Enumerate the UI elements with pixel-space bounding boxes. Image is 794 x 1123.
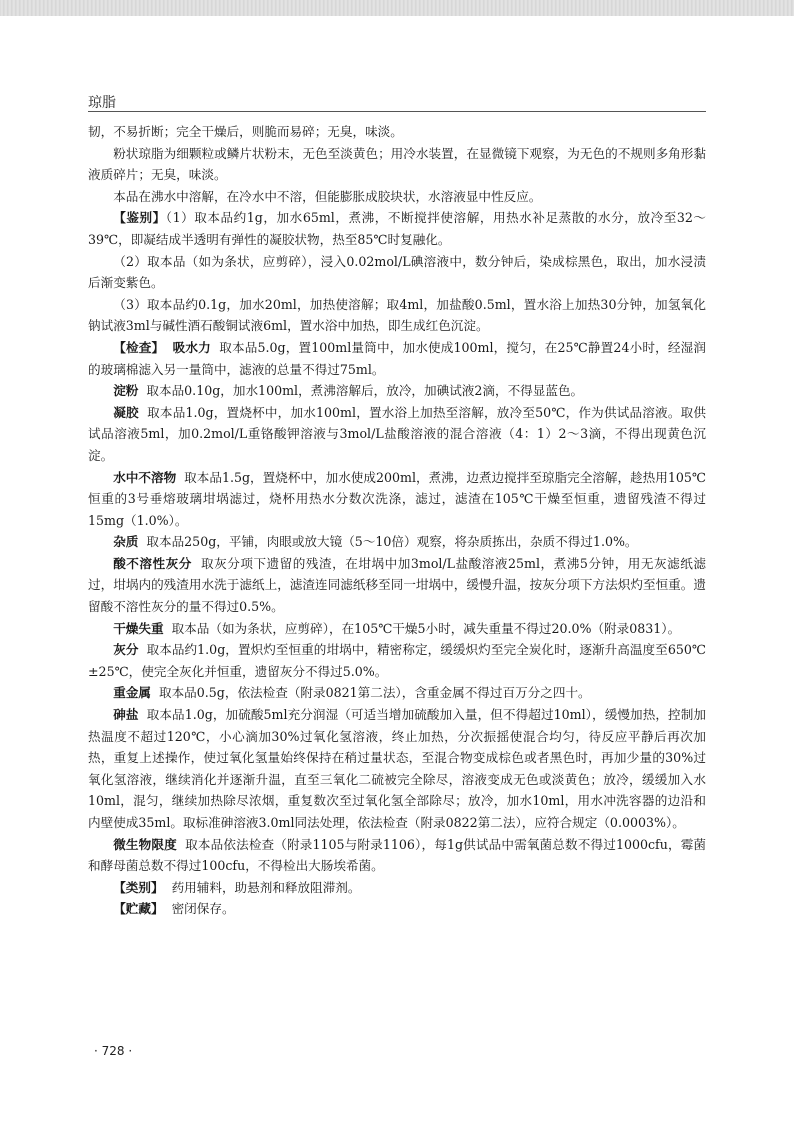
section-label: 【检查】 bbox=[113, 339, 165, 355]
item-impurities bbox=[88, 531, 706, 553]
paragraph-text: 取本品250g，平铺，肉眼或放大镜（5～10倍）观察，将杂质拣出，杂质不得过1.0%。 bbox=[146, 534, 638, 550]
item-microbial-limit bbox=[88, 834, 706, 877]
paragraph-identification-3 bbox=[88, 294, 706, 337]
item-label: 砷盐 bbox=[113, 707, 139, 723]
paragraph-powder-description bbox=[88, 143, 706, 186]
paragraph-solubility bbox=[88, 186, 706, 208]
item-heavy-metals bbox=[88, 682, 706, 704]
paragraph-text: （3）取本品约0.1g，加水20ml，加热使溶解；取4ml，加盐酸0.5ml，置水浴上加热30分钟，加氢氧化钠试液3ml与碱性酒石酸铜试液6ml，置水浴中加热，即生成红色沉淀。 bbox=[88, 296, 706, 334]
section-test bbox=[88, 337, 706, 380]
paragraph-text: 密闭保存。 bbox=[171, 901, 235, 917]
section-category bbox=[88, 877, 706, 899]
item-label: 凝胶 bbox=[113, 404, 139, 420]
running-head-title: 琼脂 bbox=[88, 95, 116, 111]
item-acid-insoluble-ash bbox=[88, 553, 706, 618]
paragraph-text: 取本品1.0g，置烧杯中，加水100ml，置水浴上加热至溶解，放冷至50℃，作为供试品溶液。取供试品溶液5ml，加0.2mol/L重铬酸钾溶液与3mol/L盐酸溶液的混合溶液（4：1）2～3滴，不得出现黄色沉淀。 bbox=[88, 404, 706, 463]
paragraph-text: 药用辅料，助悬剂和释放阻滞剂。 bbox=[171, 879, 361, 895]
item-label: 杂质 bbox=[113, 534, 139, 550]
paragraph-text: 取本品0.10g，加水100ml，煮沸溶解后，放冷，加碘试液2滴，不得显蓝色。 bbox=[146, 383, 584, 399]
paragraph-text: 取本品1.5g，置烧杯中，加水使成200ml，煮沸，边煮边搅拌至琼脂完全溶解，趁热用105℃恒重的3号垂熔玻璃坩埚滤过，烧杯用热水分数次洗涤，滤过，滤渣在105℃干燥至恒重，遗留残渣不得过15mg（1.0%）。 bbox=[88, 469, 706, 528]
section-storage bbox=[88, 898, 706, 920]
section-identification bbox=[88, 207, 706, 250]
item-gelatin bbox=[88, 402, 706, 467]
item-label: 水中不溶物 bbox=[113, 469, 177, 485]
scan-top-band bbox=[0, 0, 794, 16]
document-body bbox=[88, 121, 706, 920]
page-number: · 728 · bbox=[94, 1044, 133, 1058]
paragraph-identification-2 bbox=[88, 251, 706, 294]
section-label: 【类别】 bbox=[113, 879, 164, 895]
paragraph-text: 取本品1.0g，加硫酸5ml充分润湿（可适当增加硫酸加入量，但不得超过10ml），缓慢加热，控制加热温度不超过120℃，小心滴加30%过氧化氢溶液，终止加热，分次振摇使混合均匀，待反应平静后再次加热，重复上述操作，使过氧化氢量始终保持在稍过量状态，至混合物变成棕色或者黑色时，再加少量的30%过氧化氢溶液，继续消化并逐渐升温，直至三氧化二硫被完全除尽，溶液变成无色或淡黄色；放冷，缓缓加入水10ml，混匀，继续加热除尽浓烟，重复数次至过氧化氢全部除尽；放冷，加水10ml，用水冲洗容器的边沿和内壁使成35ml。取标准砷溶液3.0ml同法处理，依法检查（附录0822第二法），应符合规定（0.0003%）。 bbox=[88, 707, 706, 830]
item-label: 淀粉 bbox=[113, 383, 139, 399]
section-label: 【贮藏】 bbox=[113, 901, 164, 917]
paragraph-text: 粉状琼脂为细颗粒或鳞片状粉末，无色至淡黄色；用冷水装置，在显微镜下观察，为无色的不规则多角形黏液质碎片；无臭，味淡。 bbox=[88, 145, 706, 183]
paragraph-text: 取本品（如为条状，应剪碎），在105℃干燥5小时，减失重量不得过20.0%（附录0831）。 bbox=[171, 620, 681, 636]
item-water-insoluble bbox=[88, 467, 706, 532]
item-ash bbox=[88, 639, 706, 682]
item-label: 酸不溶性灰分 bbox=[113, 555, 192, 571]
item-label: 干燥失重 bbox=[113, 620, 164, 636]
item-loss-on-drying bbox=[88, 618, 706, 640]
paragraph-continued bbox=[88, 121, 706, 143]
paragraph-text: 取本品5.0g，置100ml量筒中，加水使成100ml，搅匀，在25℃静置24小时，经湿润的玻璃棉滤入另一量筒中，滤液的总量不得过75ml。 bbox=[88, 339, 707, 377]
paragraph-text: （1）取本品约1g，加水65ml，煮沸，不断搅拌使溶解，用热水补足蒸散的水分，放冷至32～39℃，即凝结成半透明有弹性的凝胶状物，热至85℃时复融化。 bbox=[88, 210, 707, 247]
section-label: 【鉴别】 bbox=[113, 210, 166, 226]
item-label: 灰分 bbox=[113, 642, 139, 658]
item-label: 吸水力 bbox=[172, 339, 211, 355]
paragraph-text: 取本品0.5g，依法检查（附录0821第二法），含重金属不得过百万分之四十。 bbox=[158, 685, 591, 701]
paragraph-text: 本品在沸水中溶解，在冷水中不溶，但能膨胀成胶块状，水溶液显中性反应。 bbox=[113, 188, 542, 204]
item-starch bbox=[88, 380, 706, 402]
item-arsenic bbox=[88, 704, 706, 834]
paragraph-text: （2）取本品（如为条状，应剪碎），浸入0.02mol/L碘溶液中，数分钟后，染成棕黑色，取出，加水浸渍后渐变紫色。 bbox=[88, 253, 706, 291]
item-label: 重金属 bbox=[113, 685, 151, 701]
paragraph-text: 取本品依法检查（附录1105与附录1106），每1g供试品中需氧菌总数不得过1000cfu，霉菌和酵母菌总数不得过100cfu，不得检出大肠埃希菌。 bbox=[88, 836, 707, 874]
paragraph-text: 韧，不易折断；完全干燥后，则脆而易碎；无臭，味淡。 bbox=[88, 124, 403, 139]
header-rule bbox=[88, 111, 706, 112]
paragraph-text: 取本品约1.0g，置炽灼至恒重的坩埚中，精密称定，缓缓炽灼至完全炭化时，逐渐升高温度至650℃±25℃，使完全灰化并恒重，遗留灰分不得过5.0%。 bbox=[88, 642, 707, 679]
item-label: 微生物限度 bbox=[113, 836, 177, 852]
paragraph-text: 取灰分项下遗留的残渣，在坩埚中加3mol/L盐酸溶液25ml，煮沸5分钟，用无灰滤纸滤过，坩埚内的残渣用水洗于滤纸上，滤渣连同滤纸移至同一坩埚中，缓慢升温，按灰分项下方法炽灼至恒重。遗留酸不溶性灰分的量不得过0.5%。 bbox=[88, 555, 706, 615]
